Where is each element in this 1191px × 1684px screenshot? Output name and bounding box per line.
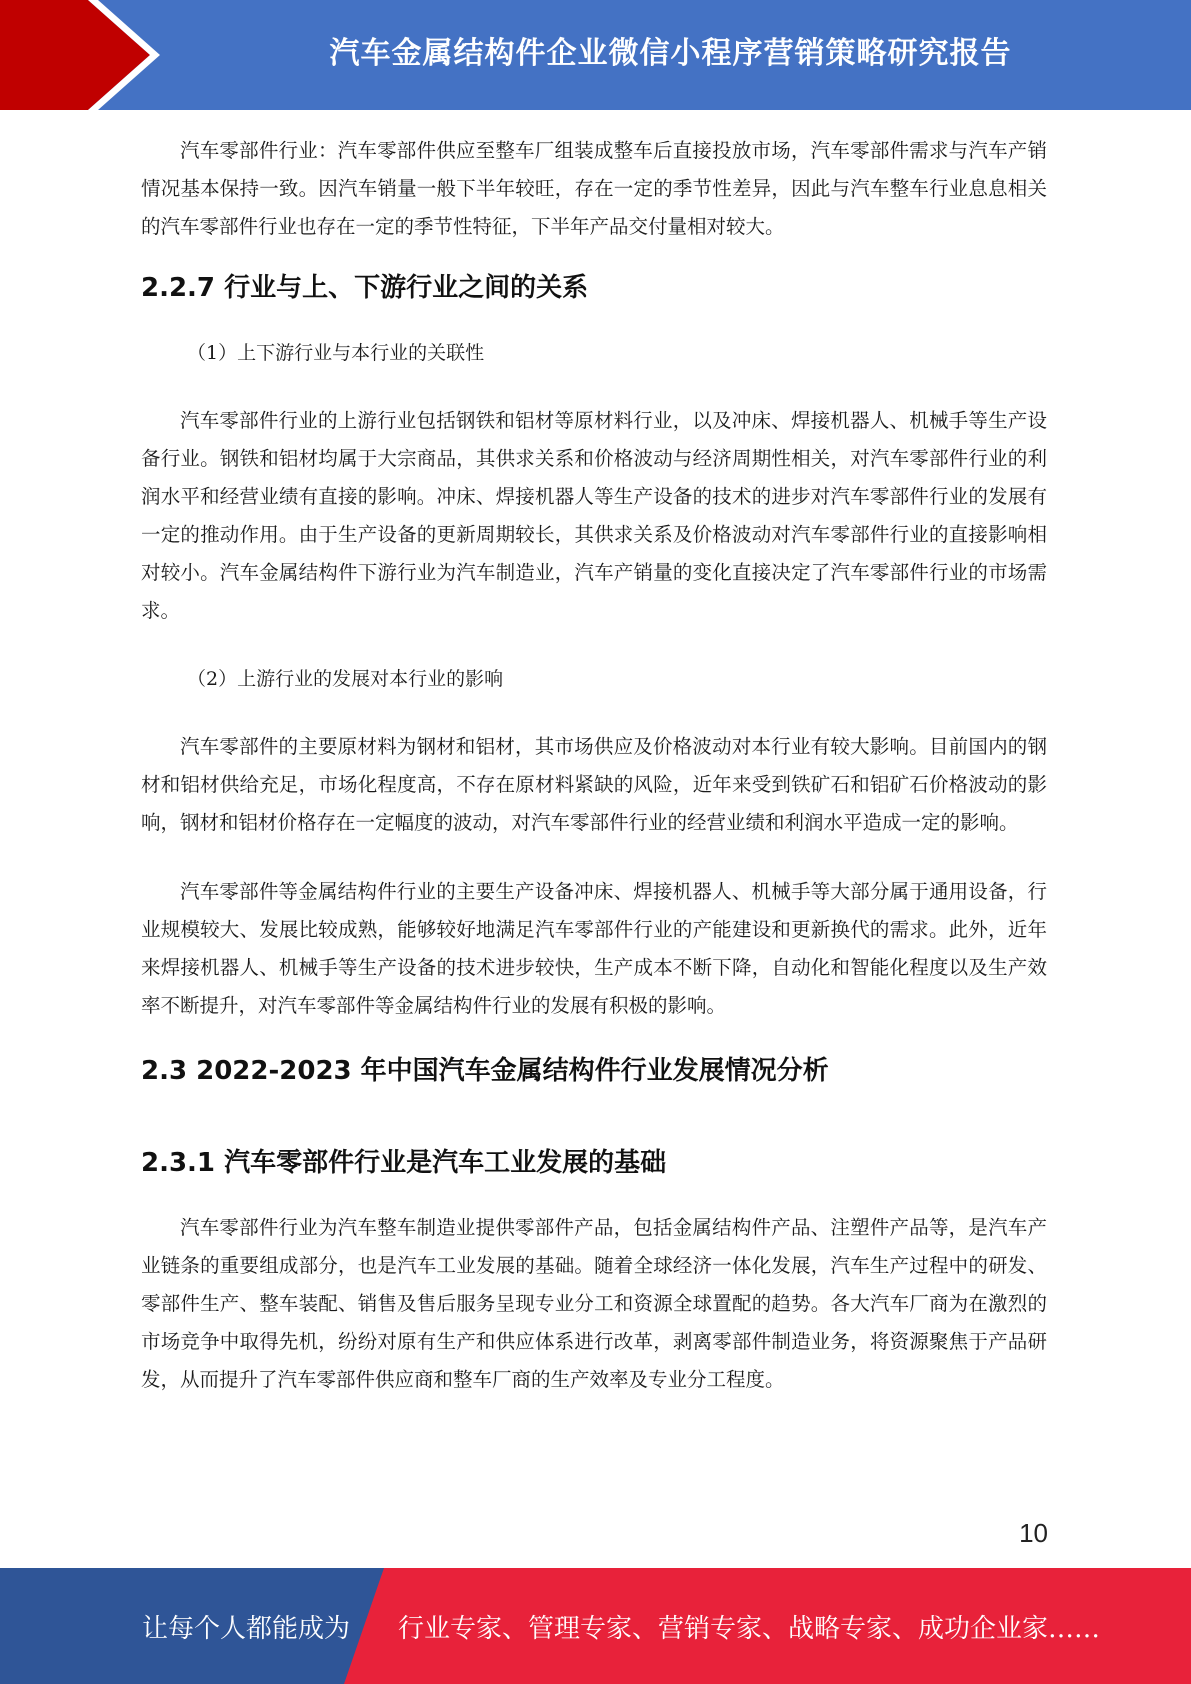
page-content [141,132,1047,1399]
paragraph-seasonality: 汽车零部件行业：汽车零部件供应至整车厂组装成整车后直接投放市场，汽车零部件需求与汽车产销情况基本保持一致。因汽车销量一般下半年较旺，存在一定的季节性差异，因此与汽车整车行业息息相关的汽车零部件行业也存在一定的季节性特征，下半年产品交付量相对较大。 [141,139,1047,238]
page-header [0,0,1191,110]
report-title: 汽车金属结构件企业微信小程序营销策略研究报告 [329,36,1012,71]
page-footer [0,1568,1191,1684]
paragraph-raw-materials: 汽车零部件的主要原材料为钢材和铝材，其市场供应及价格波动对本行业有较大影响。目前国内的钢材和铝材供给充足，市场化程度高，不存在原材料紧缺的风险，近年来受到铁矿石和铝矿石价格波动的影响，钢材和铝材价格存在一定幅度的波动，对汽车零部件行业的经营业绩和利润水平造成一定的影响。 [141,735,1047,834]
footer-slogan-left: 让每个人都能成为 [142,1613,351,1644]
page-number: 10 [1019,1518,1048,1548]
subheading-correlation: （1）上下游行业与本行业的关联性 [187,342,485,364]
section-heading-2-3-1: 2.3.1 汽车零部件行业是汽车工业发展的基础 [141,1148,667,1178]
paragraph-foundation: 汽车零部件行业为汽车整车制造业提供零部件产品，包括金属结构件产品、注塑件产品等，是汽车产业链条的重要组成部分，也是汽车工业发展的基础。随着全球经济一体化发展，汽车生产过程中的研发、零部件生产、整车装配、销售及售后服务呈现专业分工和资源全球置配的趋势。各大汽车厂商为在激烈的市场竞争中取得先机，纷纷对原有生产和供应体系进行改革，剥离零部件制造业务，将资源聚焦于产品研发，从而提升了汽车零部件供应商和整车厂商的生产效率及专业分工程度。 [141,1216,1047,1391]
paragraph-upstream-downstream: 汽车零部件行业的上游行业包括钢铁和铝材等原材料行业，以及冲床、焊接机器人、机械手等生产设备行业。钢铁和铝材均属于大宗商品，其供求关系和价格波动与经济周期性相关，对汽车零部件行业的利润水平和经营业绩有直接的影响。冲床、焊接机器人等生产设备的技术的进步对汽车零部件行业的发展有一定的推动作用。由于生产设备的更新周期较长，其供求关系及价格波动对汽车零部件行业的直接影响相对较小。汽车金属结构件下游行业为汽车制造业，汽车产销量的变化直接决定了汽车零部件行业的市场需求。 [141,409,1047,622]
section-heading-2-2-7: 2.2.7 行业与上、下游行业之间的关系 [141,273,589,303]
footer-slogan-right: 行业专家、管理专家、营销专家、战略专家、成功企业家…… [398,1613,1101,1644]
section-heading-2-3: 2.3 2022-2023 年中国汽车金属结构件行业发展情况分析 [141,1056,829,1086]
subheading-upstream-impact: （2）上游行业的发展对本行业的影响 [187,668,504,690]
paragraph-equipment: 汽车零部件等金属结构件行业的主要生产设备冲床、焊接机器人、机械手等大部分属于通用设备，行业规模较大、发展比较成熟，能够较好地满足汽车零部件行业的产能建设和更新换代的需求。此外，近年来焊接机器人、机械手等生产设备的技术进步较快，生产成本不断下降，自动化和智能化程度以及生产效率不断提升，对汽车零部件等金属结构件行业的发展有积极的影响。 [141,880,1047,1017]
